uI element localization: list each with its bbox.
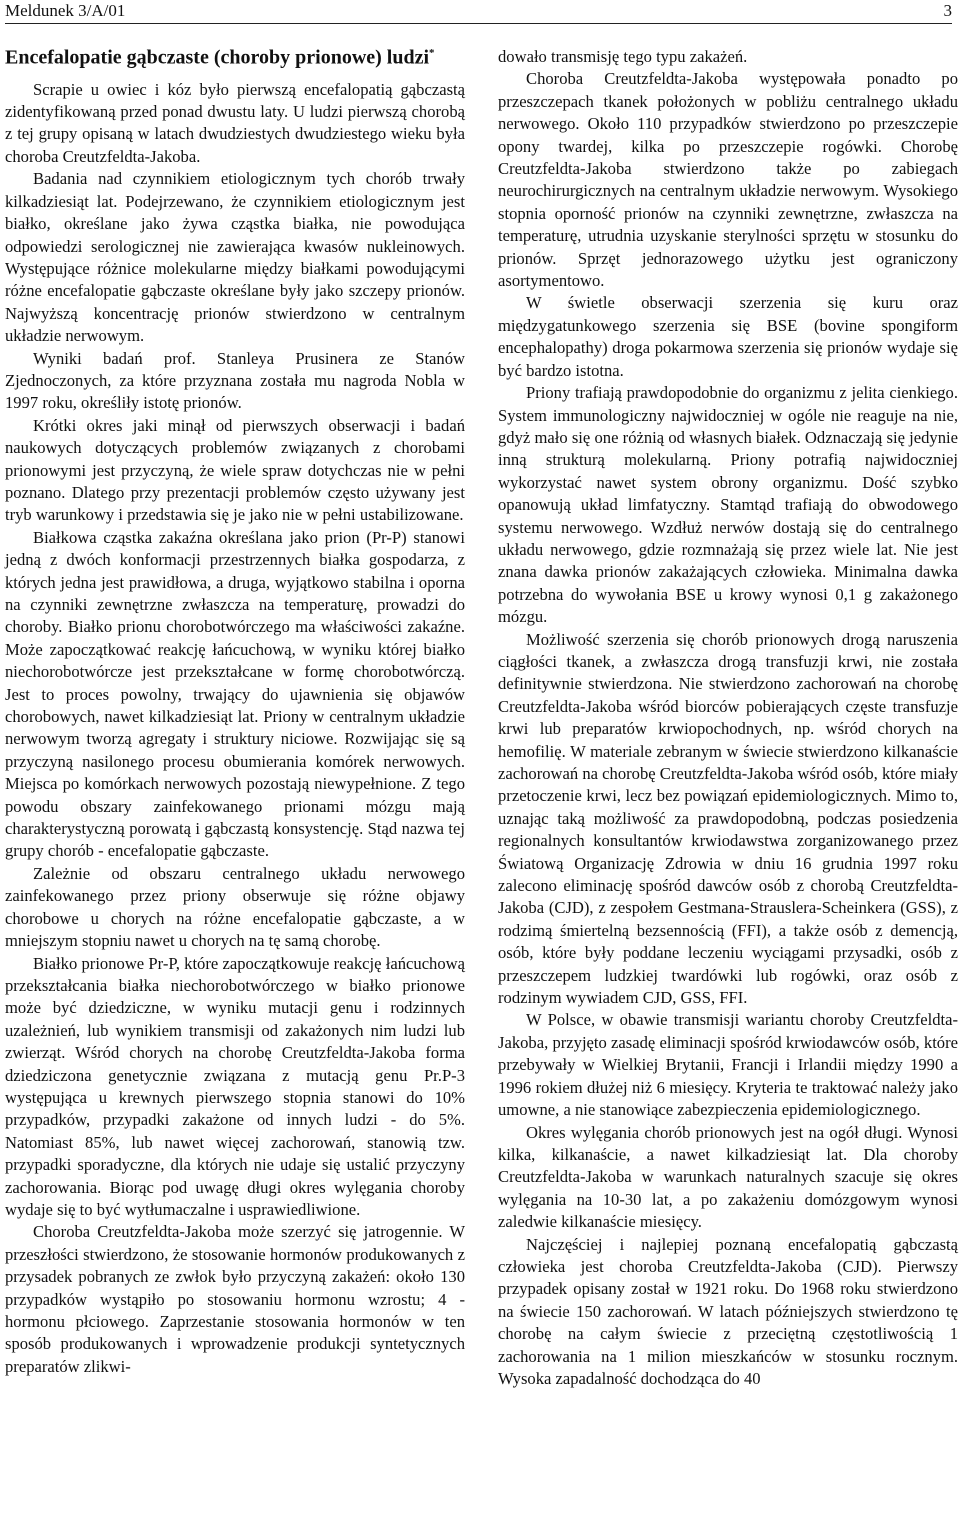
paragraph: Najczęściej i najlepiej poznaną encefalopatią gąbczastą człowieka jest choroba Creutzfeldta-Jakoba (CJD). Pierwszy przypadek opisany został w 1921 roku. Do 1968 roku stwierdzono na świecie 150 zachorowań. W latach późniejszych stwierdzono tę chorobę na całym świecie z przeciętną częstotliwością 1 zachorowania na 1 milion mieszkańców w stosunku rocznym. Wysoka zapadalność dochodząca do 40 [498,1234,958,1388]
journal-issue: Meldunek 3/A/01 [5,1,126,20]
paragraph: Scrapie u owiec i kóz było pierwszą encefalopatią gąbczastą zidentyfikowaną przed ponad dwustu laty. U ludzi pierwszą chorobą z tej grupy opisaną w latach dwudziestych dwudziestego wieku była choroba Creutzfeldta-Jakoba. [5,79,465,166]
article-title [5,40,465,71]
paragraph: Choroba Creutzfeldta-Jakoba może szerzyć się jatrogennie. W przeszłości stwierdzono, że stosowanie hormonów produkowanych z przysadek pobranych ze zwłok było przyczyną zakażeń: około 130 przypadków wystąpiło po stosowaniu hormonu wzrostu; 4 - hormonu płciowego. Zaprzestanie stosowania hormonów w ten sposób produkowanych i wprowadzenie produkcji syntetycznych preparatów zlikwi- [5,1222,465,1376]
header-rule [5,23,952,24]
paragraph: Priony trafiają prawdopodobnie do organizmu z jelita cienkiego. System immunologiczny najwidoczniej w ogóle nie reaguje na nie, gdyż mało się one różnią od własnych białek. Odznaczają się jedynie inną strukturą molekularną. Priony potrafią najwidoczniej wykorzystać nawet system obrony organizmu. Dość szybko opanowują układ limfatyczny. Stamtąd trafiają do obwodowego systemu nerwowego. Wzdłuż nerwów dostają się do centralnego układu nerwowego, gdzie rozmnażają się przez wiele lat. Nie jest znana dawka prionów zakażających człowieka. Minimalna dawka potrzebna do wywołania BSE u krowy wynosi 0,1 g zakażonego mózgu. [498,383,958,627]
running-header [5,0,952,24]
paragraph: Możliwość szerzenia się chorób prionowych drogą naruszenia ciągłości tkanek, a zwłaszcza drogą transfuzji krwi, nie została definitywnie stwierdzona. Nie stwierdzono zachorowań na chorobę Creutzfeldta-Jakoba wśród biorców pobierających częste transfuzje krwi lub preparatów krwiopochodnych, np. wśród chorych na hemofilię. W materiale zebranym w świecie stwierdzono kilkanaście zachorowań na chorobę Creutzfeldta-Jakoba wśród osób, które miały przetoczenie krwi, lecz bez powiązań epidemiologicznych. Mimo to, uznając taką możliwość za prawdopodobną, podczas posiedzenia regionalnych konsultantów krwiodawstwa zorganizowanego przez Światową Organizację Zdrowia w dniu 16 grudnia 1997 roku zalecono eliminację spośród dawców osób z chorobą Creutzfeldta-Jakoba (CJD), z zespołem Gestmana-Strauslera-Scheinkera (GSS), z rodzimą śmiertelną bezsennością (FFI), a także osób z demencją, osób, które były poddane leczeniu wyciągami przysadki, osób z przeszczepem ludzkiej twardówki lub rogówki, oraz osób z rodzinym wywiadem CJD, GSS, FFI. [498,629,958,1008]
left-column [5,40,465,1378]
paragraph: Badania nad czynnikiem etiologicznym tych chorób trwały kilkadziesiąt lat. Podejrzewano, że czynnikiem etiologicznym jest białko, określane jako żywa cząstka białka, nie powodująca odpowiedzi serologicznej nie zawierająca kwasów nukleinowych. Występujące różnice molekularne między białkami powodującymi różne encefalopatie gąbczaste określane były jako szczepy prionów. Najwyższą koncentrację prionów stwierdzono w centralnym układzie nerwowym. [5,169,465,346]
paragraph: W Polsce, w obawie transmisji wariantu choroby Creutzfeldta-Jakoba, przyjęto zasadę eliminacji spośród krwiodawców osób, które przebywały w Wielkiej Brytanii, Francji i Irlandii między 1990 a 1996 rokiem dłużej niż 6 miesięcy. Kryteria te traktować należy jako umowne, a nie stanowiące zabezpieczenia epidemiologicznego. [498,1010,958,1120]
paragraph: Choroba Creutzfeldta-Jakoba występowała ponadto po przeszczepach tkanek położonych w pobliżu centralnego układu nerwowego. Około 110 przypadków stwierdzono po przeszczepie opony twardej, kilka po przeszczepie rogówki. Chorobę Creutzfeldta-Jakoba stwierdzono także po zabiegach neurochirurgicznych na centralnym układzie nerwowym. Wysokiego stopnia oporność prionów na czynniki zewnętrzne, zwłaszcza na temperaturę, utrudnia uzyskanie sterylności sprzętu w stosunku do prionów. Sprzęt jednorazowego użytku jest ograniczony asortymentowo. [498,69,958,291]
article-title-text: Encefalopatie gąbczaste (choroby prionowe) ludzi [5,46,430,69]
paragraph: Białko prionowe Pr-P, które zapoczątkowuje reakcję łańcuchową przekształcania białka niechorobotwórczego w białko prionowe może być dziedziczne, w wyniku mutacji genu i rodzinnych uzależnień, lub wynikiem transmisji od zakażonych nim ludzi lub zwierząt. Wśród chorych na chorobę Creutzfeldta-Jakoba forma dziedziczona genetycznie związana z mutacją genu Pr.P-3 występująca u krewnych pierwszego stopnia stanowi do 10% przypadków, przypadki zakażone od innych ludzi - do 5%. Natomiast 85%, lub nawet więcej zachorowań, stanowią tzw. przypadki sporadyczne, dla których nie udaje się ustalić przyczyny zachorowania. Biorąc pod uwagę długi okres wylęgania choroby wydaje się to być wytłumaczalne i usprawiedliwione. [5,953,465,1219]
paragraph: W świetle obserwacji szerzenia się kuru oraz międzygatunkowego szerzenia się BSE (bovine spongiform encephalopathy) droga pokarmowa szerzenia się prionów wydaje się być bardzo istotna. [498,293,958,380]
page-number: 3 [943,1,952,20]
paragraph: Wyniki badań prof. Stanleya Prusinera ze Stanów Zjednoczonych, za które przyznana została mu nagroda Nobla w 1997 roku, określiły istotę prionów. [5,348,465,413]
paragraph: Okres wylęgania chorób prionowych jest na ogół długi. Wynosi kilka, kilkanaście, a nawet kilkadziesiąt lat. Dla choroby Creutzfeldta-Jakoba w warunkach naturalnych szacuje się okres wylęgania na 10-30 lat, a po zakażeniu domózgowym wynosi zaledwie kilkanaście miesięcy. [498,1122,958,1232]
paragraph: Zależnie od obszaru centralnego układu nerwowego zainfekowanego przez priony obserwuje się różne objawy chorobowe u chorych na różne encefalopatie gąbczaste, a w mniejszym stopniu nawet u chorych na tę samą chorobę. [5,863,465,951]
right-column [498,46,958,1390]
paragraph-continued: dowało transmisję tego typu zakażeń. [498,47,748,66]
footnote-mark: * [429,47,435,59]
paragraph: Krótki okres jaki minął od pierwszych obserwacji i badań naukowych dotyczących problemów związanych z chorobami prionowymi jest przyczyną, że wiele spraw dotychczas nie w pełni poznano. Dlatego przy prezentacji problemów często używany jest tryb warunkowy i przedstawia się je jako nie w pełni ustabilizowane. [5,415,465,525]
paragraph: Białkowa cząstka zakaźna określana jako prion (Pr-P) stanowi jedną z dwóch konformacji przestrzennych białka gospodarza, z których jedna jest prawidłowa, a druga, wyjątkowo stabilna i oporna na czynniki zewnętrzne zwłaszcza na temperaturę, prowadzi do choroby. Białko prionu chorobotwórczego ma właściwości zakaźne. Może zapoczątkować reakcję łańcuchową, w wyniku której białko niechorobotwórcze jest przekształcane w formę chorobotwórczą. Jest to proces powolny, trwający do ujawnienia się objawów chorobowych, nawet kilkadziesiąt lat. Priony w centralnym układzie nerwowym tworzą agregaty i struktury niciowe. Rozwijając się są przyczyną nasilonego procesu obumierania komórek nerwowych. Miejsca po komórkach nerwowych pozostają niewypełnione. Z tego powodu obszary zainfekowanego prionami mózgu mają charakterystyczną porowatą i gąbczastą konsystencję. Stąd nazwa tej grupy chorób - encefalopatie gąbczaste. [5,527,465,861]
